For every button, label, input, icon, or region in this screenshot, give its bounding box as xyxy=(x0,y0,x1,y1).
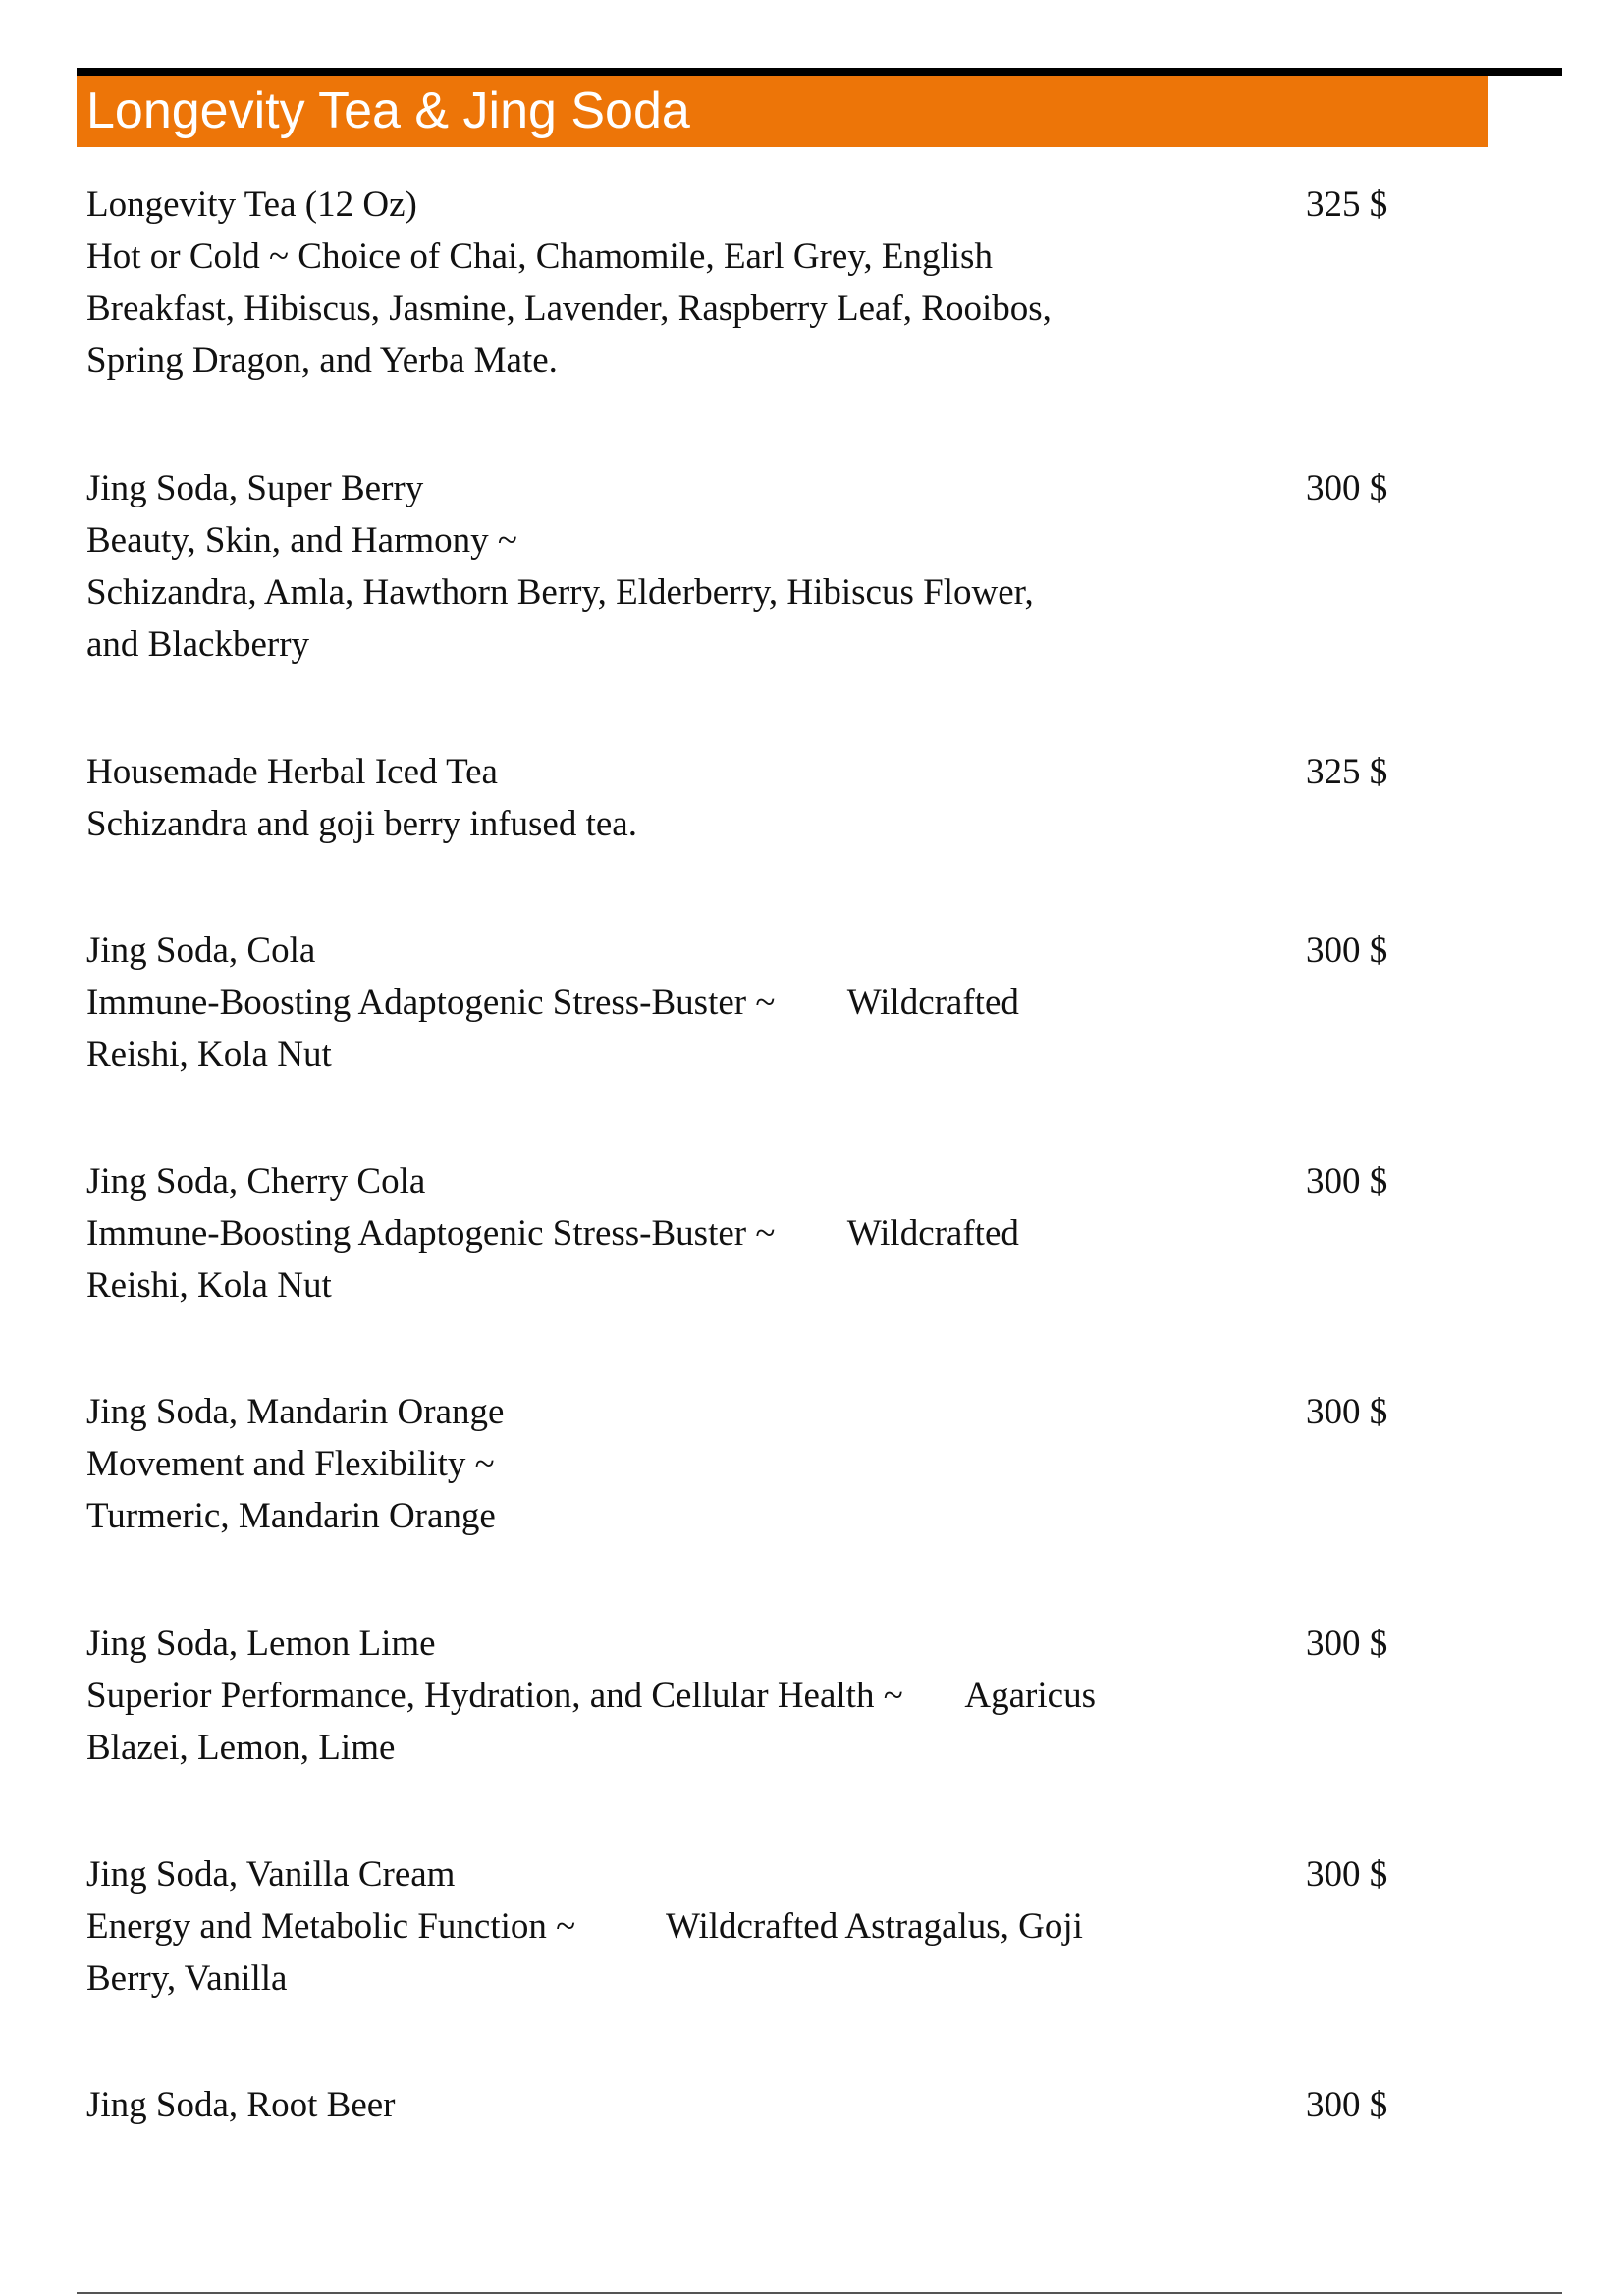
menu-item xyxy=(86,1386,1432,1542)
item-name: Jing Soda, Root Beer xyxy=(86,2085,396,2125)
item-description: Schizandra and goji berry infused tea. xyxy=(86,804,637,844)
item-price: 300 $ xyxy=(1306,2085,1388,2125)
item-name: Jing Soda, Cola xyxy=(86,931,316,971)
item-price: 325 $ xyxy=(1306,185,1388,225)
item-description: Reishi, Kola Nut xyxy=(86,1035,332,1075)
top-rule xyxy=(77,68,1562,76)
item-name: Jing Soda, Mandarin Orange xyxy=(86,1392,505,1432)
item-description: Superior Performance, Hydration, and Cellular Health ~ Agaricus xyxy=(86,1676,1096,1716)
menu-item xyxy=(86,2079,1432,2131)
item-description: Breakfast, Hibiscus, Jasmine, Lavender, Raspberry Leaf, Rooibos, xyxy=(86,289,1052,329)
item-price: 300 $ xyxy=(1306,1624,1388,1664)
menu-item xyxy=(86,746,1432,850)
item-name: Housemade Herbal Iced Tea xyxy=(86,752,498,792)
menu-item xyxy=(86,1155,1432,1311)
item-price: 300 $ xyxy=(1306,1392,1388,1432)
menu-item xyxy=(86,462,1432,670)
item-name: Jing Soda, Super Berry xyxy=(86,468,424,508)
item-description: Energy and Metabolic Function ~ Wildcrafted Astragalus, Goji xyxy=(86,1906,1083,1947)
menu-item xyxy=(86,1848,1432,2004)
item-description: Turmeric, Mandarin Orange xyxy=(86,1496,496,1536)
item-description: Blazei, Lemon, Lime xyxy=(86,1728,396,1768)
item-description: and Blackberry xyxy=(86,624,310,665)
item-name: Jing Soda, Cherry Cola xyxy=(86,1161,426,1201)
bottom-rule xyxy=(77,2292,1562,2294)
item-price: 300 $ xyxy=(1306,468,1388,508)
item-name: Jing Soda, Lemon Lime xyxy=(86,1624,436,1664)
item-price: 325 $ xyxy=(1306,752,1388,792)
item-description: Immune-Boosting Adaptogenic Stress-Buster ~ Wildcrafted xyxy=(86,983,1019,1023)
item-name: Jing Soda, Vanilla Cream xyxy=(86,1854,456,1895)
item-description: Beauty, Skin, and Harmony ~ xyxy=(86,520,517,561)
item-description: Hot or Cold ~ Choice of Chai, Chamomile, Earl Grey, English xyxy=(86,237,993,277)
item-description: Berry, Vanilla xyxy=(86,1958,288,1999)
menu-item xyxy=(86,925,1432,1081)
menu-item xyxy=(86,179,1432,387)
item-description: Reishi, Kola Nut xyxy=(86,1265,332,1306)
menu-item xyxy=(86,1618,1432,1774)
item-price: 300 $ xyxy=(1306,931,1388,971)
item-description: Movement and Flexibility ~ xyxy=(86,1444,495,1484)
section-header xyxy=(77,76,1488,147)
item-description: Immune-Boosting Adaptogenic Stress-Buster ~ Wildcrafted xyxy=(86,1213,1019,1254)
item-description: Schizandra, Amla, Hawthorn Berry, Elderberry, Hibiscus Flower, xyxy=(86,572,1034,613)
item-description: Spring Dragon, and Yerba Mate. xyxy=(86,341,558,381)
section-title: Longevity Tea & Jing Soda xyxy=(86,82,690,139)
item-price: 300 $ xyxy=(1306,1854,1388,1895)
item-name: Longevity Tea (12 Oz) xyxy=(86,185,417,225)
item-price: 300 $ xyxy=(1306,1161,1388,1201)
